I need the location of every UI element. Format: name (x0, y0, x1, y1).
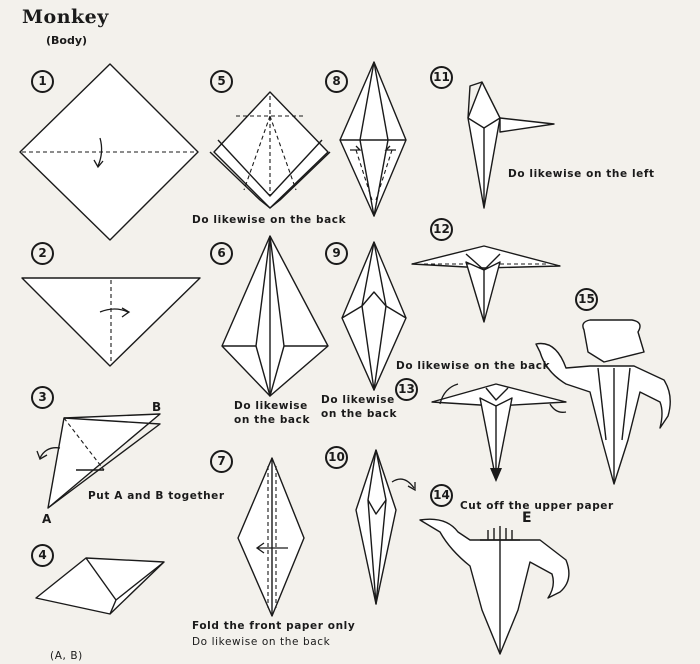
step-7-number: 7 (210, 450, 233, 473)
step-8-number: 8 (325, 70, 348, 93)
step-6-drawing (222, 236, 328, 396)
step-13-caption: Cut off the upper paper (460, 500, 614, 512)
step-14-number: 14 (430, 484, 453, 507)
point-b-label: B (152, 400, 162, 414)
step-9-number: 9 (325, 242, 348, 265)
step-15-number: 15 (575, 288, 598, 311)
step-5-caption: Do likewise on the back (192, 214, 347, 226)
page-subtitle: (Body) (46, 34, 88, 47)
step-10-drawing (356, 450, 415, 604)
point-a-label: A (42, 512, 52, 526)
point-e-label: E (522, 510, 532, 526)
page-title: Monkey (22, 6, 109, 28)
step-1-number: 1 (31, 70, 54, 93)
step-5-number: 5 (210, 70, 233, 93)
step-2-drawing (22, 278, 200, 366)
step-10-number: 10 (325, 446, 348, 469)
step-3-number: 3 (31, 386, 54, 409)
step-3-caption: Put A and B together (88, 490, 225, 502)
step-6-caption-line2: on the back (234, 414, 311, 426)
step-7-drawing (238, 458, 304, 616)
step-12-number: 12 (430, 218, 453, 241)
step-11-drawing (468, 82, 554, 208)
step-13-number: 13 (395, 378, 418, 401)
step-13-drawing (432, 384, 566, 482)
step-14-drawing (420, 519, 569, 654)
step-2-number: 2 (31, 242, 54, 265)
step-6-number: 6 (210, 242, 233, 265)
step-11-number: 11 (430, 66, 453, 89)
step-9-caption-line2: on the back (321, 408, 398, 420)
step-4-caption: (A, B) (50, 650, 83, 662)
step-4-drawing (36, 558, 164, 614)
step-4-number: 4 (31, 544, 54, 567)
step-8-drawing (340, 62, 406, 216)
step-7-caption-line2: Do likewise on the back (192, 636, 331, 648)
step-12-caption: Do likewise on the back (396, 360, 551, 372)
step-11-caption: Do likewise on the left (508, 168, 655, 180)
step-6-caption-line1: Do likewise (234, 400, 308, 412)
step-12-drawing (412, 246, 560, 322)
step-5-drawing (210, 92, 330, 208)
step-9-caption-line1: Do likewise (321, 394, 395, 406)
step-7-caption-line1: Fold the front paper only (192, 620, 356, 632)
